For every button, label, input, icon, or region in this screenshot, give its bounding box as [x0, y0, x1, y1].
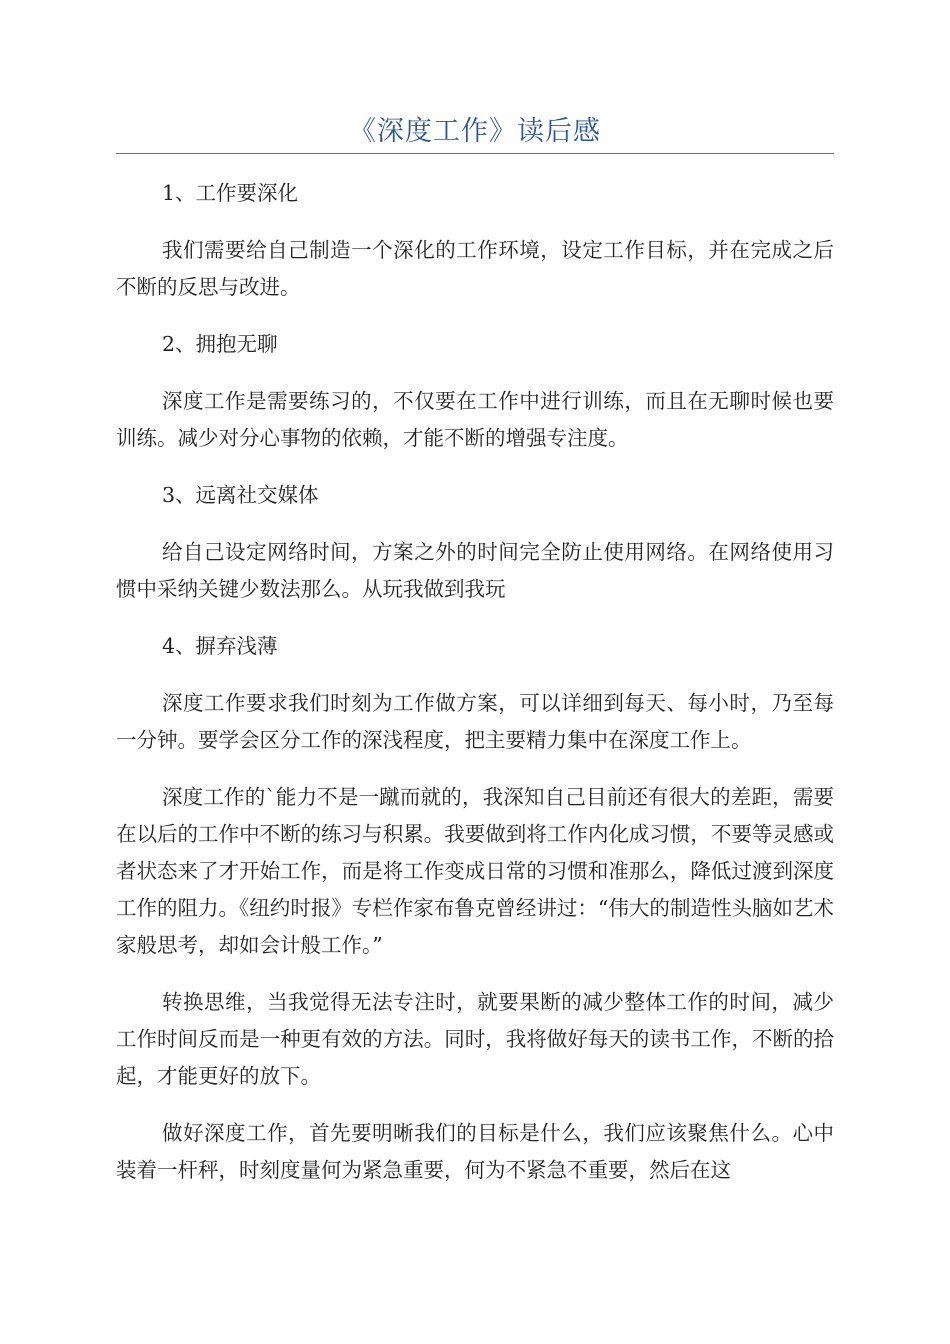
- document-body: [116, 175, 834, 1209]
- section-heading-3: 3、远离社交媒体: [162, 483, 319, 507]
- section-paragraph-2: 深度工作是需要练习的，不仅要在工作中进行训练，而且在无聊时候也要训练。减少对分心事物的依赖，才能不断的增强专注度。: [116, 389, 834, 450]
- section-paragraph-4: 深度工作要求我们时刻为工作做方案，可以详细到每天、每小时，乃至每一分钟。要学会区分工作的深浅程度，把主要精力集中在深度工作上。: [116, 691, 834, 752]
- section-paragraph-3: 给自己设定网络时间，方案之外的时间完全防止使用网络。在网络使用习惯中采纳关键少数法那么。从玩我做到我玩: [116, 540, 834, 601]
- title-underline: [116, 153, 834, 154]
- section-paragraph-1: 我们需要给自己制造一个深化的工作环境，设定工作目标，并在完成之后不断的反思与改进。: [116, 238, 834, 299]
- section-heading-2: 2、拥抱无聊: [162, 332, 278, 356]
- closing-paragraph-1: 深度工作的`能力不是一蹴而就的，我深知自己目前还有很大的差距，需要在以后的工作中不断的练习与积累。我要做到将工作内化成习惯，不要等灵感或者状态来了才开始工作，而是将工作变成日常的习惯和准那么，降低过渡到深度工作的阻力。《纽约时报》专栏作家布鲁克曾经讲过：“伟大的制造性头脑如艺术家般思考，却如会计般工作。”: [116, 785, 834, 957]
- document-title: 《深度工作》读后感: [349, 116, 601, 147]
- closing-paragraph-3: 做好深度工作，首先要明晰我们的目标是什么，我们应该聚焦什么。心中装着一杆秤，时刻度量何为紧急重要，何为不紧急不重要，然后在这: [116, 1121, 834, 1182]
- closing-paragraph-2: 转换思维，当我觉得无法专注时，就要果断的减少整体工作的时间，减少工作时间反而是一种更有效的方法。同时，我将做好每天的读书工作，不断的拾起，才能更好的放下。: [116, 990, 834, 1088]
- section-heading-1: 1、工作要深化: [162, 181, 299, 205]
- section-heading-4: 4、摒弃浅薄: [162, 634, 278, 658]
